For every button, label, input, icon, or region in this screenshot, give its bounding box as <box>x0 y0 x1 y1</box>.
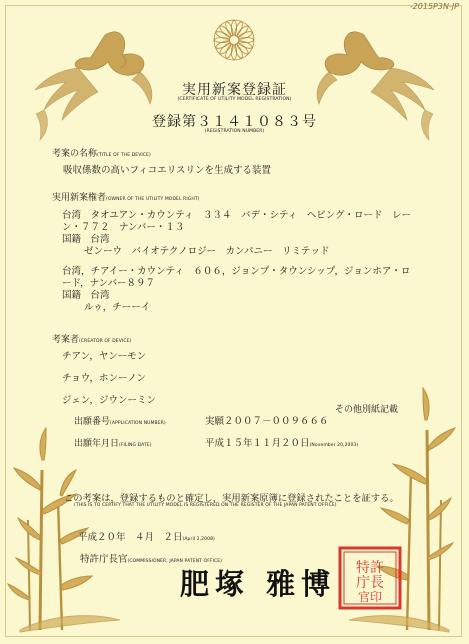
creator-name: チアン，ヤンーモン <box>62 351 147 362</box>
chrysanthemum-petal <box>215 30 231 41</box>
certificate-title-en: (CERTIFICATE OF UTILITY MODEL REGISTRATION) <box>177 97 292 102</box>
chrysanthemum-petal <box>233 21 244 37</box>
chrysanthemum-petal <box>237 39 253 50</box>
official-seal-icon <box>340 548 400 608</box>
owner2-address-line2: ード，ナンバー８９７ <box>62 278 156 289</box>
others-note: その他別紙記載 <box>335 405 399 415</box>
chrysanthemum-petal <box>224 21 235 37</box>
issue-date: 平成２０年 ４月 ２日(April 2,2008) <box>78 532 215 543</box>
owner2-address-line1: 台湾，チアイー・カウンティ ６０６，ジョンプ・タウンシップ，ジョンホア・ロ <box>62 266 411 277</box>
corner-handwritten-note: -2015P3N-JP <box>409 2 459 11</box>
svg-text:官印: 官印 <box>357 590 383 604</box>
certificate-title: 実用新案登録証 <box>182 82 287 98</box>
creator-name: チョウ，ホンーノン <box>62 373 146 384</box>
registration-number-en: (REGISTRATION NUMBER) <box>204 129 265 134</box>
device-title-label: 考案の名称(TITLE OF THE DEVICE) <box>52 149 151 159</box>
commissioner-signature: 肥塚 雅博 <box>180 567 337 601</box>
creator-label: 考案者(CREATOR OF DEVICE) <box>52 335 132 345</box>
creator-name: ジェン，ジウンーミン <box>62 395 157 406</box>
owner1-address-line1: 台湾 タオユアン・カウンティ ３３４ バデ・シティ ヘビング・ロード レー <box>62 210 412 221</box>
svg-text:庁長: 庁長 <box>356 575 384 591</box>
device-title-value: 吸収係数の高いフィコエリスリンを生成する装置 <box>63 165 272 176</box>
chrysanthemum-petal <box>233 43 244 59</box>
owner1-address-line2: ン・７７２ ナンバー・１３ <box>62 222 185 233</box>
application-number-value: 実願２００７－００９６６６ <box>205 416 329 427</box>
svg-text:特許: 特許 <box>356 560 384 576</box>
owner-label: 実用新案権者(OWNER OF THE UTILITY MODEL RIGHT) <box>52 193 200 203</box>
application-number-label: 出願番号(APPLICATION NUMBER) <box>74 417 166 427</box>
owner2-nationality: 国籍 台湾 <box>62 290 110 301</box>
registration-number: 登録第３１４１０８３号 <box>152 114 317 130</box>
filing-date-label: 出願年月日(FILING DATE) <box>74 439 152 449</box>
owner2-name: ルゥ，チーーイ <box>84 302 151 313</box>
certification-statement: この考案は，登録するものと確定し，実用新案原簿に登録されたことを証する。 <box>64 493 399 504</box>
commissioner-title: 特許庁長官(COMMISSIONER, JAPAN PATENT OFFICE) <box>80 554 223 565</box>
chrysanthemum-petal <box>224 43 235 59</box>
chrysanthemum-petal <box>237 30 253 41</box>
chrysanthemum-petal <box>215 39 231 50</box>
owner1-nationality: 国籍 台湾 <box>62 234 110 245</box>
chrysanthemum-emblem-icon <box>214 20 254 60</box>
filing-date-value: 平成１５年１１月２０日(November 20,2003) <box>205 438 359 449</box>
owner1-name: ゼンーウ バイオテクノロジー カンパニー リミテッド <box>84 246 330 257</box>
certification-statement-en: (THIS IS TO CERTIFY THAT THE UTILITY MODEL IS REGISTERED ON THE REGISTER OF THE JAPAN PATENT OFFICE) <box>74 503 337 508</box>
